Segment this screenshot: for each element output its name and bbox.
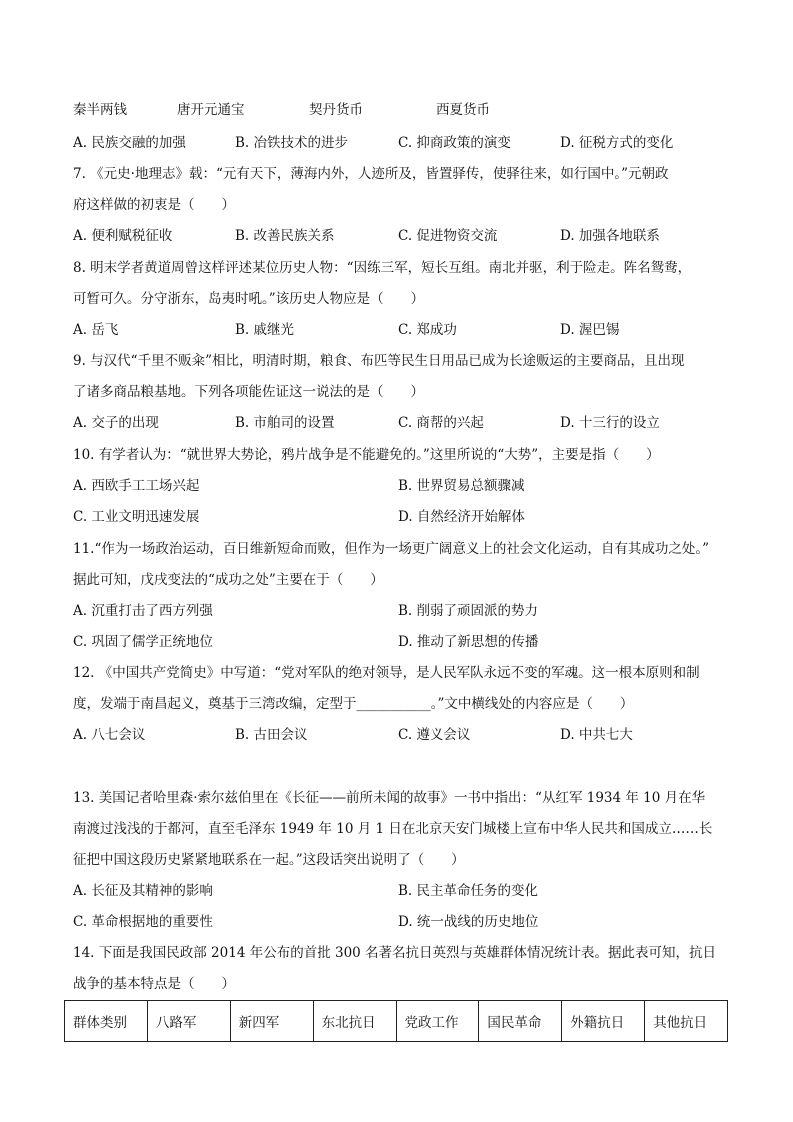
q7-option-b[interactable]: B. 改善民族关系 <box>235 228 335 244</box>
coin-caption: 西夏货币 <box>436 102 490 118</box>
q9-option-d[interactable]: D. 十三行的设立 <box>560 415 660 431</box>
q13-option-b[interactable]: B. 民主革命任务的变化 <box>398 883 539 899</box>
q13-stem-line: 征把中国这段历史紧紧地联系在一起。”这段话突出说明了（ ） <box>73 852 465 868</box>
coin-caption: 契丹货币 <box>309 102 363 118</box>
q14-statistics-table <box>64 1000 728 1042</box>
q6-option-c[interactable]: C. 抑商政策的演变 <box>398 135 511 151</box>
coin-caption: 唐开元通宝 <box>177 102 245 118</box>
q6-option-d[interactable]: D. 征税方式的变化 <box>560 135 674 151</box>
q7-option-d[interactable]: D. 加强各地联系 <box>560 228 660 244</box>
q10-option-a[interactable]: A. 西欧手工工场兴起 <box>73 478 200 494</box>
q8-stem-line: 可暂可久。分守浙东，岛夷时吼。”该历史人物应是（ ） <box>73 291 425 307</box>
q13-stem-line: 13. 美国记者哈里森·索尔兹伯里在《长征——前所未闻的故事》一书中指出：“从红军 1934 年 10 月在华 <box>73 790 706 806</box>
q6-option-a[interactable]: A. 民族交融的加强 <box>73 135 186 151</box>
q11-option-b[interactable]: B. 削弱了顽固派的势力 <box>398 603 539 619</box>
q9-stem-line: 9. 与汉代“千里不贩籴”相比，明清时期，粮食、布匹等民生日用品已成为长途贩运的主要商品，且出现 <box>73 353 685 369</box>
q14-stem-line: 14. 下面是我国民政部 2014 年公布的首批 300 名著名抗日英烈与英雄群体情况统计表。据此表可知，抗日 <box>73 945 717 961</box>
q9-option-b[interactable]: B. 市舶司的设置 <box>235 415 335 431</box>
coin-caption: 秦半两钱 <box>73 102 127 118</box>
q11-option-c[interactable]: C. 巩固了儒学正统地位 <box>73 634 213 650</box>
table-header-cell: 国民革命 <box>479 1001 562 1042</box>
table-header-row <box>65 1001 728 1042</box>
q9-option-a[interactable]: A. 交子的出现 <box>73 415 159 431</box>
q10-option-c[interactable]: C. 工业文明迅速发展 <box>73 509 200 525</box>
q11-option-a[interactable]: A. 沉重打击了西方列强 <box>73 603 213 619</box>
table-header-cell: 外籍抗日 <box>562 1001 645 1042</box>
q14-stem-line: 战争的基本特点是（ ） <box>73 976 235 992</box>
q12-option-c[interactable]: C. 遵义会议 <box>398 727 471 743</box>
q12-option-d[interactable]: D. 中共七大 <box>560 727 633 743</box>
q12-option-b[interactable]: B. 古田会议 <box>235 727 308 743</box>
q8-stem-line: 8. 明末学者黄道周曾这样评述某位历史人物：“因练三军，短长互组。南北并驱，利于险走。阵名鸳鸯， <box>73 260 692 276</box>
q8-option-d[interactable]: D. 渥巴锡 <box>560 322 620 338</box>
q8-option-c[interactable]: C. 郑成功 <box>398 322 457 338</box>
q13-option-d[interactable]: D. 统一战线的历史地位 <box>398 914 539 930</box>
q12-stem-line: 12. 《中国共产党简史》中写道：“党对军队的绝对领导，是人民军队永远不变的军魂。这一根本原则和制 <box>73 665 700 681</box>
q13-option-a[interactable]: A. 长征及其精神的影响 <box>73 883 213 899</box>
q6-option-b[interactable]: B. 冶铁技术的进步 <box>235 135 349 151</box>
q12-stem-line: 度，发端于南昌起义，奠基于三湾改编，定型于___________。”文中横线处的内容应是（ ） <box>73 696 634 712</box>
q10-option-d[interactable]: D. 自然经济开始解体 <box>398 509 525 525</box>
q13-option-c[interactable]: C. 革命根据地的重要性 <box>73 914 213 930</box>
q11-stem-line: 11.“作为一场政治运动，百日维新短命而败，但作为一场更广阔意义上的社会文化运动，自有其成功之处。” <box>73 541 710 557</box>
table-header-cell: 新四军 <box>230 1001 313 1042</box>
q7-option-c[interactable]: C. 促进物资交流 <box>398 228 498 244</box>
table-header-cell: 群体类别 <box>65 1001 148 1042</box>
q8-option-b[interactable]: B. 戚继光 <box>235 322 295 338</box>
q13-stem-line: 南渡过浅浅的于都河，直至毛泽东 1949 年 10 月 1 日在北京天安门城楼上宣布中华人民共和国成立……长 <box>73 821 713 837</box>
q11-option-d[interactable]: D. 推动了新思想的传播 <box>398 634 539 650</box>
table-header-cell: 党政工作 <box>396 1001 479 1042</box>
table-header-cell: 东北抗日 <box>313 1001 396 1042</box>
q10-option-b[interactable]: B. 世界贸易总额骤减 <box>398 478 525 494</box>
q9-stem-line: 了诸多商品粮基地。下列各项能佐证这一说法的是（ ） <box>73 384 424 400</box>
q10-stem-line: 10. 有学者认为：“就世界大势论，鸦片战争是不能避免的。”这里所说的“大势”，主要是指（ ） <box>73 447 660 463</box>
q7-option-a[interactable]: A. 便利赋税征收 <box>73 228 173 244</box>
q12-option-a[interactable]: A. 八七会议 <box>73 727 146 743</box>
q7-stem-line: 府这样做的初衷是（ ） <box>73 197 235 213</box>
q7-stem-line: 7. 《元史·地理志》载：“元有天下，薄海内外，人迹所及，皆置驿传，使驿往来，如行国中。”元朝政 <box>73 166 669 182</box>
table-header-cell: 其他抗日 <box>645 1001 728 1042</box>
q8-option-a[interactable]: A. 岳飞 <box>73 322 119 338</box>
table-header-cell: 八路军 <box>147 1001 230 1042</box>
q11-stem-line: 据此可知，戊戌变法的“成功之处”主要在于（ ） <box>73 572 384 588</box>
q9-option-c[interactable]: C. 商帮的兴起 <box>398 415 484 431</box>
